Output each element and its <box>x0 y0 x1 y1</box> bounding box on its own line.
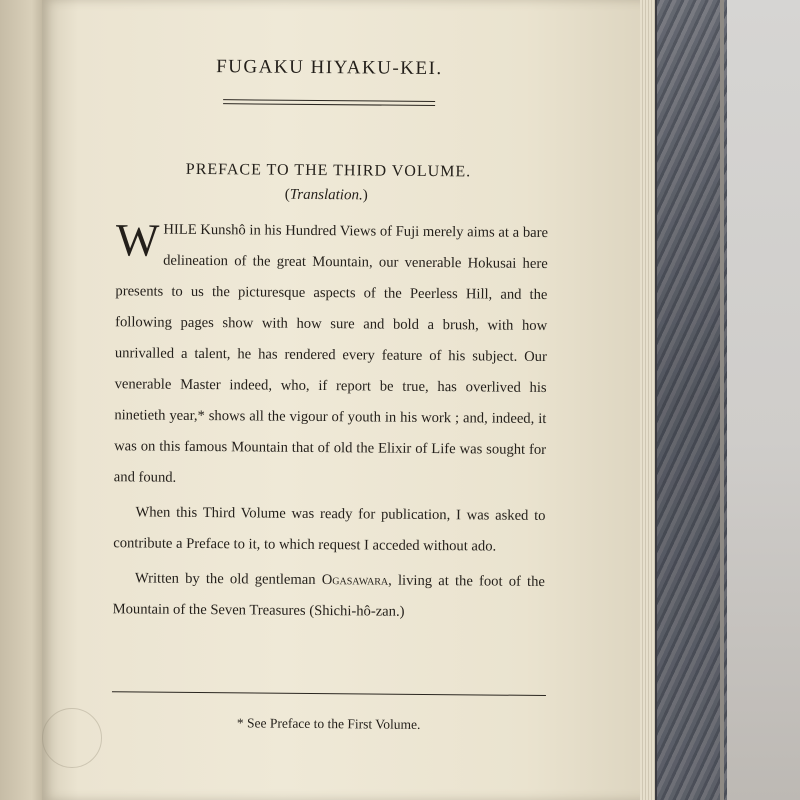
previous-page-edge <box>0 0 45 800</box>
footnote-rule <box>112 691 546 696</box>
footnote: * See Preface to the First Volume. <box>236 715 421 732</box>
translation-label: Translation. <box>289 186 363 204</box>
page-title: FUGAKU HIYAKU-KEI. <box>216 56 443 80</box>
title-double-rule <box>223 99 435 106</box>
translation-note: (Translation.) <box>284 186 368 204</box>
paragraph-2: When this Third Volume was ready for publication, I was asked to contribute a Preface to it, to which request I acceded without ado. <box>113 504 546 555</box>
faint-stamp-mark <box>42 708 102 768</box>
marbled-cover <box>655 0 727 800</box>
paragraph-3-lead: Written by the old gentleman <box>134 570 322 589</box>
author-name: Ogasawara <box>321 572 389 589</box>
drop-cap: W <box>115 214 160 266</box>
paragraph-3 <box>113 563 546 629</box>
book-page <box>42 0 646 800</box>
paragraph-3-rest: , living at the foot of the Mountain of the Seven Treasures (Shichi-hô-zan.) <box>112 572 545 620</box>
preface-body <box>113 214 549 629</box>
paragraph-1 <box>114 214 548 497</box>
paragraph-1-text: HILE Kunshô in his Hundred Views of Fuji merely aims at a bare delineation of the great Mountain, our venerable Hokusai here presents to us the picturesque aspects of the Peerless Hill, and the following pages show with how sure and bold a brush, with how unrivalled a talent, he has rendered every feature of his subject. Our venerable Master indeed, who, if report be true, has overlived his ninetieth year,* shows all the vigour of youth in his work ; and, indeed, it was on this famous Mountain that of old the Elixir of Life was sought for and found. <box>113 221 549 486</box>
cover-edge <box>720 0 724 800</box>
page-content <box>78 0 558 732</box>
preface-heading: PREFACE TO THE THIRD VOLUME. <box>185 160 472 181</box>
